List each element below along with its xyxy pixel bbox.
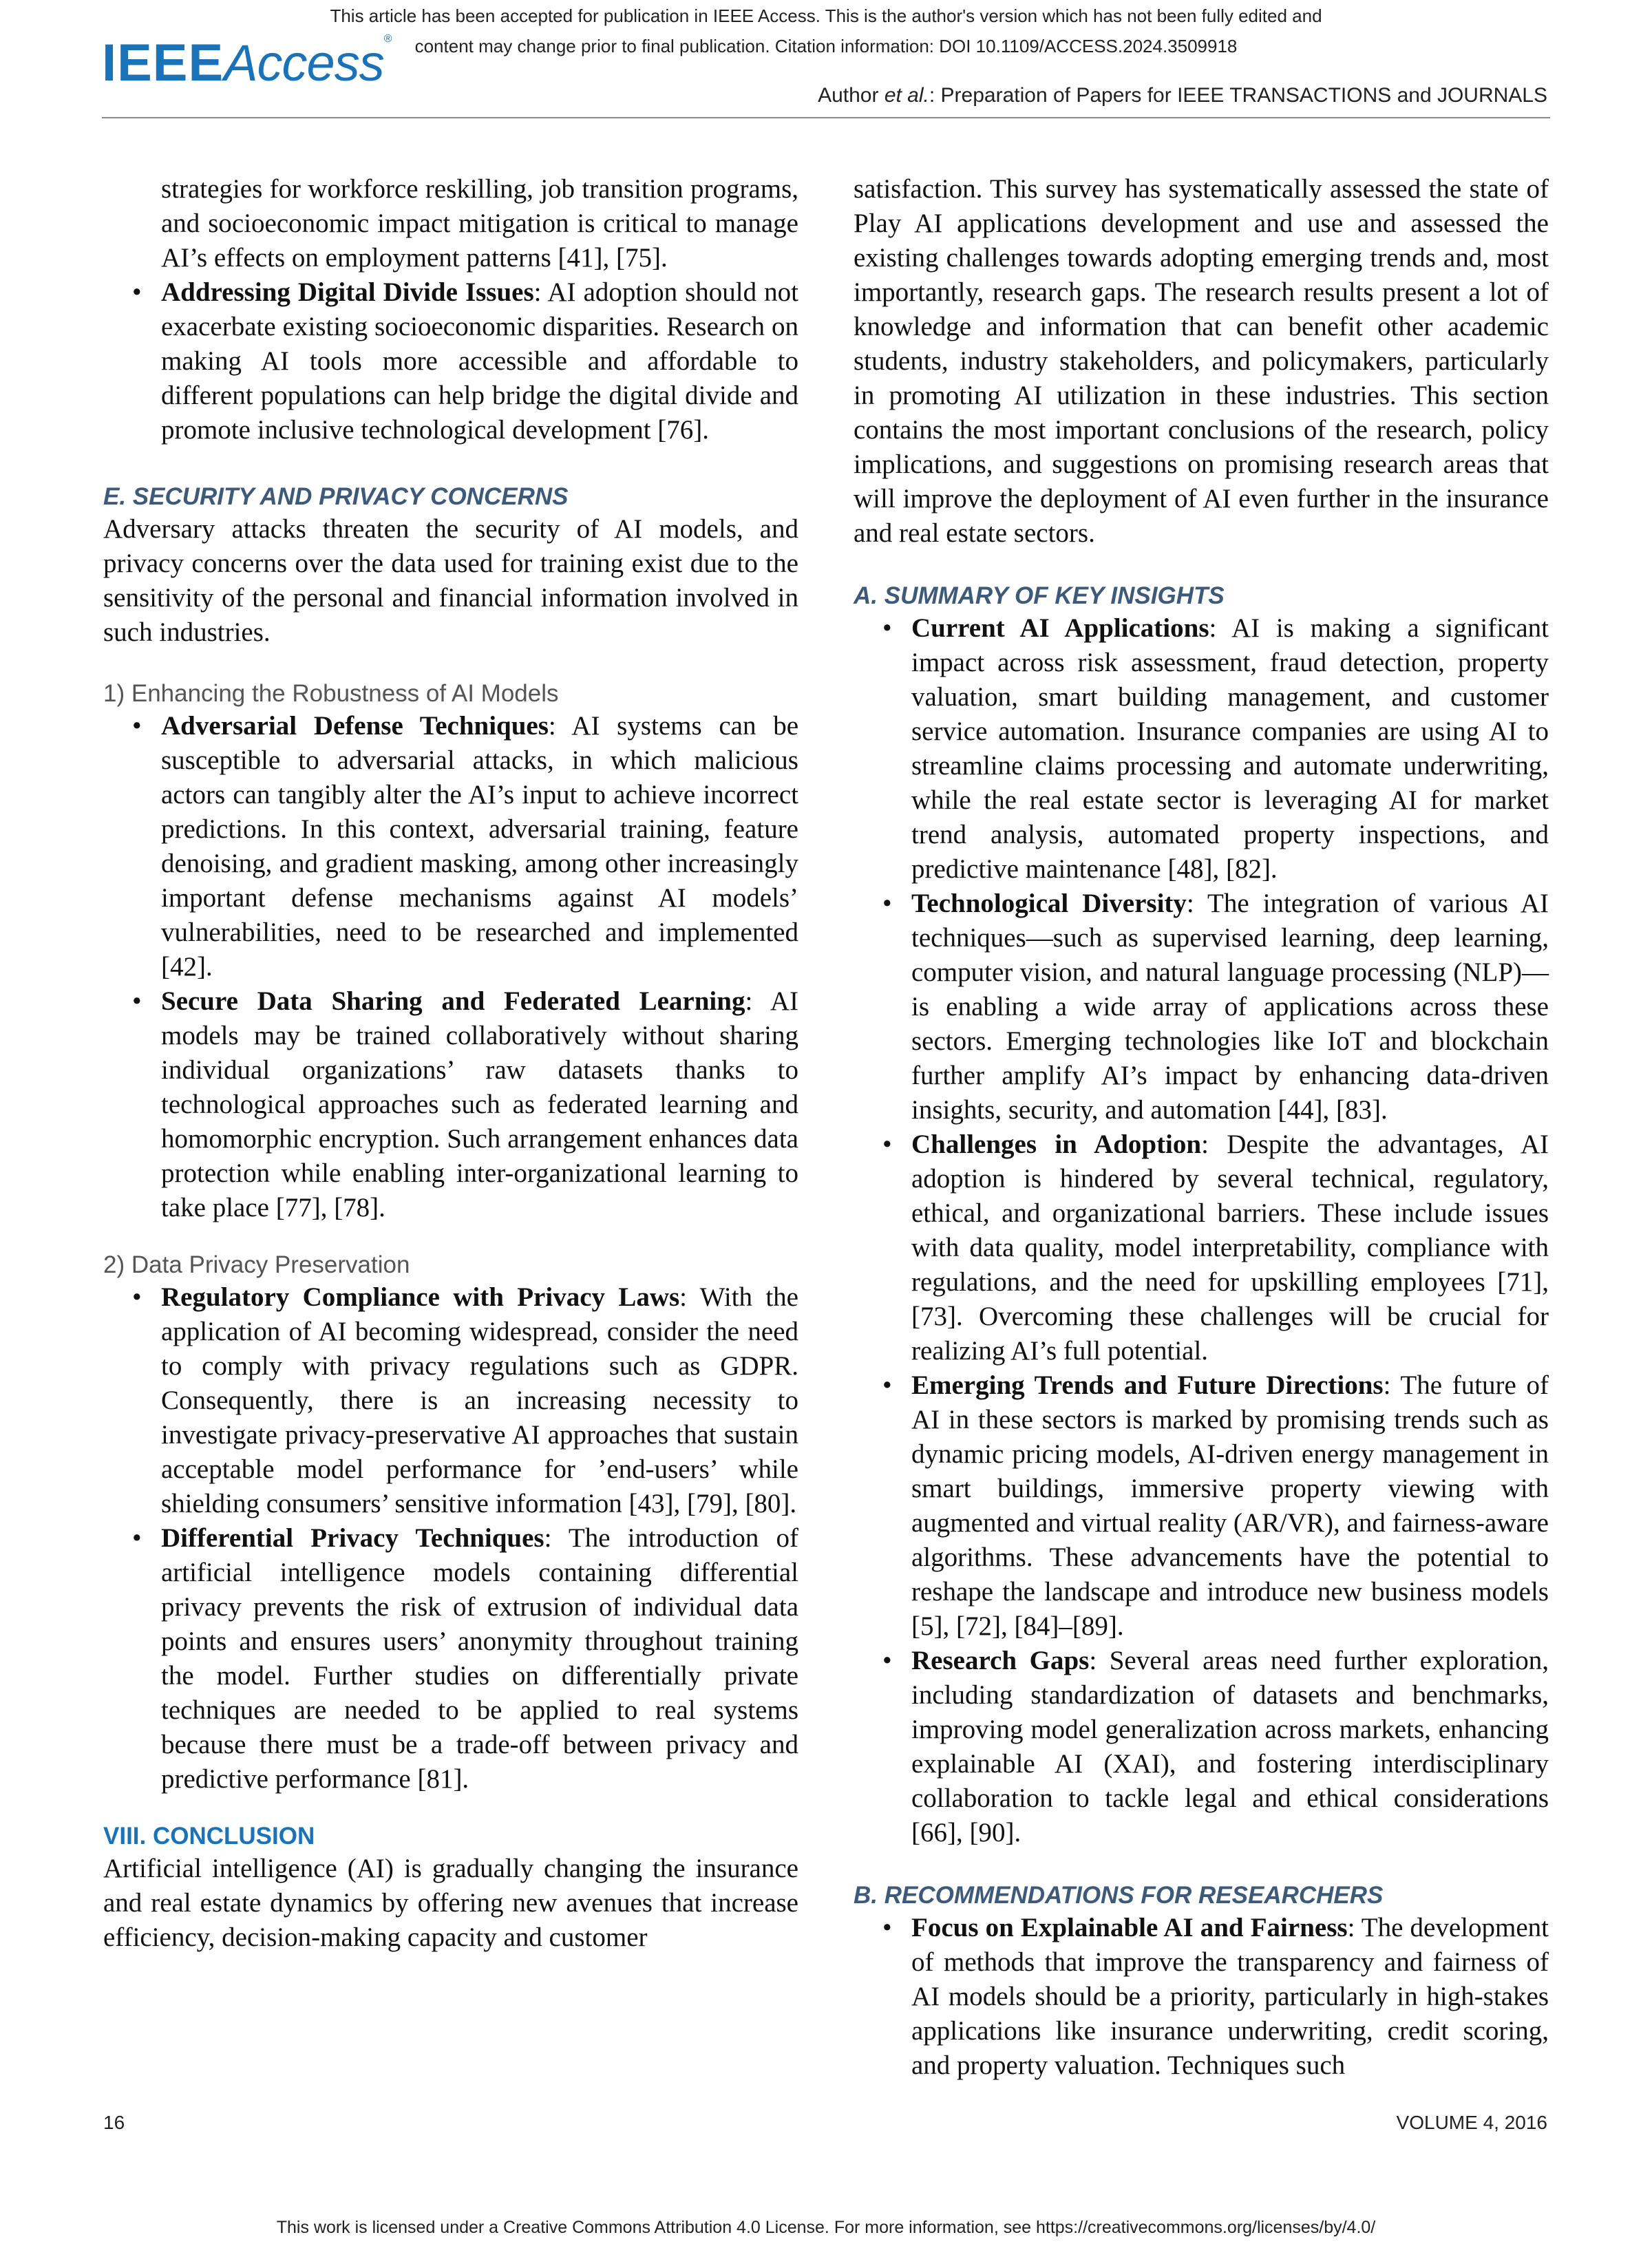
list-item-term: Current AI Applications bbox=[911, 613, 1209, 643]
list-item-text: : The integration of various AI techniques—such as supervised learning, deep learning, computer vision, and natural language processing (NLP)—is enabling a wide array of applications across these sectors. Emerging technologies like IoT and blockchain further amplify AI’s impact by enhancing data-driven insights, security, and automation [44], [83]. bbox=[911, 889, 1549, 1125]
volume-label: VOLUME 4, 2016 bbox=[1396, 2112, 1547, 2133]
bullet-icon: • bbox=[882, 1130, 892, 1159]
publication-notice-line1: This article has been accepted for publication in IEEE Access. This is the author's version which has not been fully edited and bbox=[330, 6, 1322, 26]
list-item-term: Regulatory Compliance with Privacy Laws bbox=[161, 1282, 680, 1312]
running-head-etal: et al. bbox=[884, 84, 929, 107]
bullet-icon: • bbox=[132, 1523, 142, 1553]
section-heading-a: A. SUMMARY OF KEY INSIGHTS bbox=[854, 582, 1225, 609]
list-item-text: : The introduction of artificial intelligence models containing differential privacy prevents the risk of extrusion of individual data points and ensures users’ anonymity throughout training the model. Further studies on differentially private techniques are needed to be applied to real systems because there must be a trade-off between privacy and predictive performance [81]. bbox=[161, 1523, 799, 1794]
subsection-heading-2: 2) Data Privacy Preservation bbox=[103, 1251, 410, 1278]
list-item bbox=[103, 1521, 798, 1797]
bullet-icon: • bbox=[882, 1913, 892, 1942]
bullet-icon: • bbox=[132, 711, 142, 741]
subsection-heading-1: 1) Enhancing the Robustness of AI Models bbox=[103, 680, 559, 707]
list-item bbox=[103, 984, 798, 1225]
list-item-text: : Several areas need further exploration, including standardization of datasets and benchmarks, improving model generalization across markets, enhancing explainable AI (XAI), and fostering interdisciplinary collaboration to tackle legal and ethical considerations [66], [90]. bbox=[911, 1646, 1549, 1847]
subsection-2-list bbox=[103, 1280, 798, 1797]
list-item bbox=[854, 611, 1549, 887]
section-e-paragraph: Adversary attacks threaten the security of AI models, and privacy concerns over the data used for training exist due to the sensitivity of the personal and financial information involved in such industries. bbox=[103, 514, 798, 647]
license-notice: This work is licensed under a Creative Commons Attribution 4.0 License. For more information, see https://creativecommons.org/licenses/by/4.0/ bbox=[276, 2218, 1376, 2237]
list-item-text: : AI adoption should not exacerbate existing socioeconomic disparities. Research on making AI tools more accessible and affordable to different populations can help bridge the digital divide and promote inclusive technological development [76]. bbox=[161, 277, 798, 445]
list-item-text: : AI systems can be susceptible to adversarial attacks, in which malicious actors can tangibly alter the AI’s input to achieve incorrect predictions. In this context, adversarial training, feature denoising, and gradient masking, among other increasingly important defense mechanisms against AI models’ vulnerabilities, need to be researched and implemented [42]. bbox=[161, 711, 799, 982]
section-heading-e: E. SECURITY AND PRIVACY CONCERNS bbox=[103, 483, 569, 510]
bullet-icon: • bbox=[882, 889, 892, 918]
list-item-text: : AI models may be trained collaboratively without sharing individual organizations’ raw datasets thanks to technological approaches such as federated learning and homomorphic encryption. Such arrangement enhances data protection while enabling inter-organizational learning to take place [77], [78]. bbox=[161, 986, 798, 1222]
recommendations-list bbox=[854, 1911, 1549, 2083]
list-item-text: : Despite the advantages, AI adoption is hindered by several technical, regulatory, ethical, and organizational barriers. These include issues with data quality, model interpretability, compliance with regulations, and the need for upskilling employees [71], [73]. Overcoming these challenges will be crucial for realizing AI’s full potential. bbox=[911, 1130, 1549, 1366]
list-item-text: : The future of AI in these sectors is marked by promising trends such as dynamic pricing models, AI-driven energy management in smart buildings, immersive property viewing with augmented and virtual reality (AR/VR), and fairness-aware algorithms. These advancements have the potential to reshape the landscape and introduce new business models [5], [72], [84]–[89]. bbox=[911, 1370, 1549, 1641]
list-item-term: Challenges in Adoption bbox=[911, 1130, 1202, 1159]
running-head-author: Author bbox=[818, 84, 879, 107]
list-item-term: Technological Diversity bbox=[911, 889, 1187, 918]
right-column bbox=[854, 172, 1549, 2083]
subsection-1-list bbox=[103, 709, 798, 1225]
page-number: 16 bbox=[103, 2112, 125, 2133]
list-item bbox=[854, 1127, 1549, 1368]
logo-registered-mark: ® bbox=[383, 33, 392, 45]
ieee-access-logo bbox=[102, 33, 392, 93]
publication-notice-line2: content may change prior to final publication. Citation information: DOI 10.1109/ACCESS.2024.3509918 bbox=[414, 36, 1238, 56]
key-insights-list bbox=[854, 611, 1549, 1850]
list-item bbox=[854, 1368, 1549, 1644]
bullet-icon: • bbox=[132, 277, 142, 307]
list-item bbox=[854, 1911, 1549, 2083]
list-item bbox=[103, 709, 798, 984]
list-item-term: Research Gaps bbox=[911, 1646, 1090, 1675]
running-head bbox=[818, 84, 1547, 107]
logo-ieee-text: IEEE bbox=[102, 34, 224, 92]
list-item-term: Emerging Trends and Future Directions bbox=[911, 1370, 1384, 1400]
list-item-term: Focus on Explainable AI and Fairness bbox=[911, 1913, 1348, 1942]
list-item bbox=[854, 1644, 1549, 1850]
list-item-text: : With the application of AI becoming widespread, consider the need to comply with privacy regulations such as GDPR. Consequently, there is an increasing necessity to investigate privacy-preservative AI approaches that sustain acceptable model performance for ’end-users’ while shielding consumers’ sensitive information [43], [79], [80]. bbox=[161, 1282, 798, 1518]
left-column bbox=[103, 172, 798, 1955]
conclusion-paragraph: Artificial intelligence (AI) is gradually changing the insurance and real estate dynamics by offering new avenues that increase efficiency, decision-making capacity and customer bbox=[103, 1854, 798, 1952]
bullet-icon: • bbox=[132, 986, 142, 1016]
conclusion-heading: VIII. CONCLUSION bbox=[103, 1823, 315, 1850]
section-heading-b: B. RECOMMENDATIONS FOR RESEARCHERS bbox=[854, 1882, 1384, 1909]
bullet-icon: • bbox=[882, 1646, 892, 1675]
list-item bbox=[854, 887, 1549, 1127]
list-item-term: Addressing Digital Divide Issues bbox=[161, 277, 534, 307]
list-item bbox=[103, 1280, 798, 1521]
list-item-term: Adversarial Defense Techniques bbox=[161, 711, 549, 741]
list-item-text: strategies for workforce reskilling, job transition programs, and socioeconomic impact mitigation is critical to manage AI’s effects on employment patterns [41], [75]. bbox=[161, 174, 798, 273]
running-head-title: : Preparation of Papers for IEEE TRANSACTIONS and JOURNALS bbox=[929, 84, 1547, 107]
list-item-term: Secure Data Sharing and Federated Learning bbox=[161, 986, 745, 1016]
list-item-term: Differential Privacy Techniques bbox=[161, 1523, 544, 1553]
list-item bbox=[103, 275, 798, 447]
bullet-icon: • bbox=[882, 1370, 892, 1400]
bullet-icon: • bbox=[882, 613, 892, 643]
list-item bbox=[103, 172, 798, 275]
list-item-text: : AI is making a significant impact across risk assessment, fraud detection, property valuation, smart building management, and customer service automation. Insurance companies are using AI to streamline claims processing and automate underwriting, while the real estate sector is leveraging AI for market trend analysis, automated property inspections, and predictive maintenance [48], [82]. bbox=[911, 613, 1549, 884]
logo-access-text: Access bbox=[224, 34, 384, 92]
continued-bullet-list bbox=[103, 172, 798, 447]
bullet-icon: • bbox=[132, 1282, 142, 1312]
list-item-text: : The development of methods that improve the transparency and fairness of AI models should be a priority, particularly in high-stakes applications like insurance underwriting, credit scoring, and property valuation. Techniques such bbox=[911, 1913, 1549, 2080]
conclusion-continued-paragraph: satisfaction. This survey has systematically assessed the state of Play AI applications development and use and assessed the existing challenges towards adopting emerging trends and, most importantly, research gaps. The research results present a lot of knowledge and information that can benefit other academic students, industry stakeholders, and policymakers, particularly in promoting AI utilization in these industries. This section contains the most important conclusions of the research, policy implications, and suggestions on promising research areas that will improve the deployment of AI even further in the insurance and real estate sectors. bbox=[854, 174, 1549, 548]
header-rule bbox=[102, 117, 1550, 118]
